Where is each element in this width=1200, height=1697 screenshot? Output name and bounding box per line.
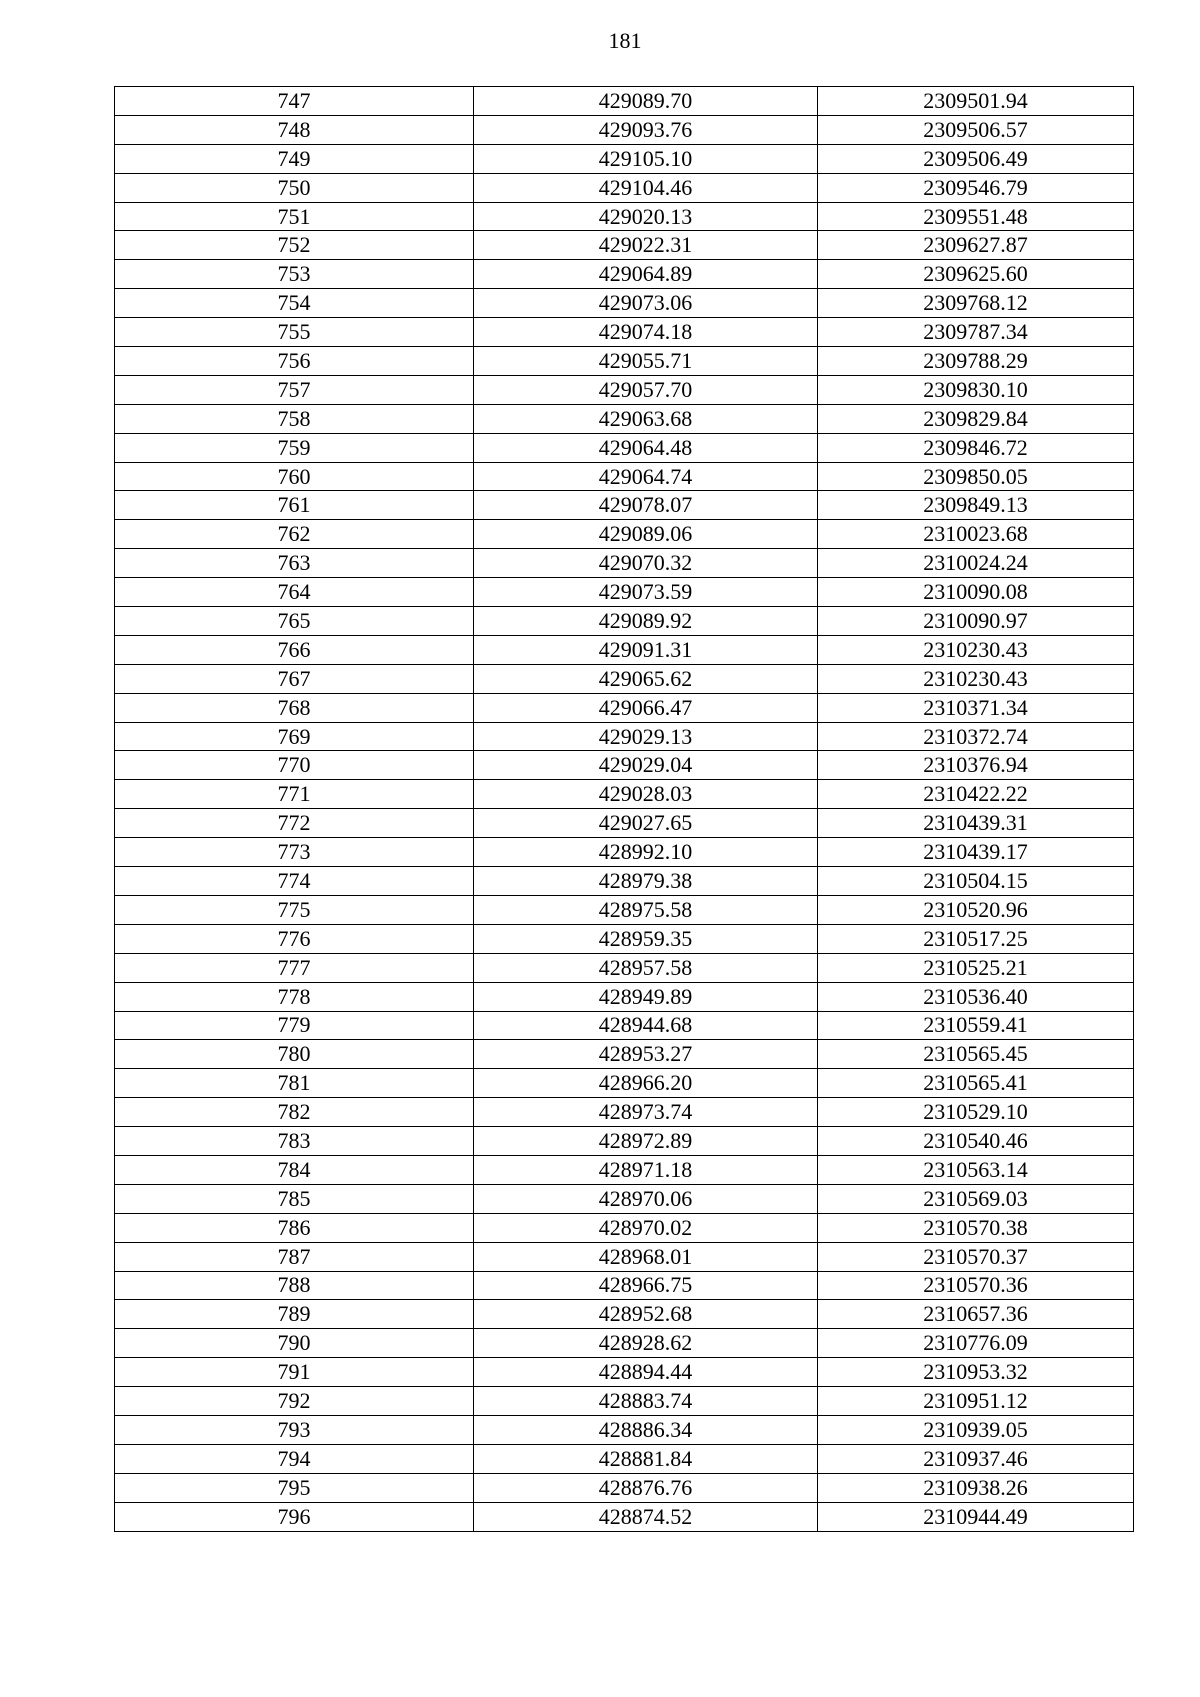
table-row: [115, 1213, 1134, 1242]
table-row: [115, 144, 1134, 173]
point-number-cell: 766: [115, 635, 474, 664]
y-coordinate-cell: 2310565.45: [818, 1040, 1134, 1069]
table-row: [115, 404, 1134, 433]
x-coordinate-cell: 428953.27: [474, 1040, 818, 1069]
point-number-cell: 784: [115, 1155, 474, 1184]
x-coordinate-cell: 428949.89: [474, 982, 818, 1011]
point-number-cell: 753: [115, 260, 474, 289]
point-number-cell: 755: [115, 318, 474, 347]
table-row: [115, 1473, 1134, 1502]
point-number-cell: 779: [115, 1011, 474, 1040]
point-number-cell: 761: [115, 491, 474, 520]
y-coordinate-cell: 2310569.03: [818, 1184, 1134, 1213]
point-number-cell: 783: [115, 1127, 474, 1156]
x-coordinate-cell: 428928.62: [474, 1329, 818, 1358]
y-coordinate-cell: 2309849.13: [818, 491, 1134, 520]
point-number-cell: 757: [115, 375, 474, 404]
table-row: [115, 1271, 1134, 1300]
table-row: [115, 809, 1134, 838]
table-row: [115, 1155, 1134, 1184]
point-number-cell: 790: [115, 1329, 474, 1358]
x-coordinate-cell: 429065.62: [474, 664, 818, 693]
y-coordinate-cell: 2310953.32: [818, 1358, 1134, 1387]
y-coordinate-cell: 2309830.10: [818, 375, 1134, 404]
table-row: [115, 1242, 1134, 1271]
table-row: [115, 867, 1134, 896]
point-number-cell: 760: [115, 462, 474, 491]
point-number-cell: 778: [115, 982, 474, 1011]
table-row: [115, 751, 1134, 780]
point-number-cell: 789: [115, 1300, 474, 1329]
table-row: [115, 982, 1134, 1011]
y-coordinate-cell: 2309627.87: [818, 231, 1134, 260]
y-coordinate-cell: 2310525.21: [818, 953, 1134, 982]
x-coordinate-cell: 428952.68: [474, 1300, 818, 1329]
x-coordinate-cell: 429105.10: [474, 144, 818, 173]
x-coordinate-cell: 428944.68: [474, 1011, 818, 1040]
x-coordinate-cell: 428966.75: [474, 1271, 818, 1300]
table-row: [115, 635, 1134, 664]
y-coordinate-cell: 2309788.29: [818, 347, 1134, 376]
point-number-cell: 747: [115, 87, 474, 116]
y-coordinate-cell: 2310371.34: [818, 693, 1134, 722]
table-row: [115, 693, 1134, 722]
point-number-cell: 780: [115, 1040, 474, 1069]
point-number-cell: 775: [115, 895, 474, 924]
point-number-cell: 793: [115, 1415, 474, 1444]
table-row: [115, 491, 1134, 520]
table-row: [115, 1387, 1134, 1416]
table-row: [115, 318, 1134, 347]
y-coordinate-cell: 2310372.74: [818, 722, 1134, 751]
point-number-cell: 777: [115, 953, 474, 982]
x-coordinate-cell: 429089.06: [474, 520, 818, 549]
x-coordinate-cell: 428876.76: [474, 1473, 818, 1502]
x-coordinate-cell: 429020.13: [474, 202, 818, 231]
y-coordinate-cell: 2310536.40: [818, 982, 1134, 1011]
table-row: [115, 173, 1134, 202]
y-coordinate-cell: 2309501.94: [818, 87, 1134, 116]
y-coordinate-cell: 2310230.43: [818, 664, 1134, 693]
y-coordinate-cell: 2310657.36: [818, 1300, 1134, 1329]
y-coordinate-cell: 2309787.34: [818, 318, 1134, 347]
x-coordinate-cell: 428968.01: [474, 1242, 818, 1271]
point-number-cell: 769: [115, 722, 474, 751]
x-coordinate-cell: 428874.52: [474, 1502, 818, 1531]
y-coordinate-cell: 2309850.05: [818, 462, 1134, 491]
y-coordinate-cell: 2309506.57: [818, 115, 1134, 144]
table-row: [115, 1300, 1134, 1329]
point-number-cell: 767: [115, 664, 474, 693]
table-row: [115, 607, 1134, 636]
point-number-cell: 787: [115, 1242, 474, 1271]
x-coordinate-cell: 428992.10: [474, 838, 818, 867]
point-number-cell: 762: [115, 520, 474, 549]
table-row: [115, 1358, 1134, 1387]
point-number-cell: 785: [115, 1184, 474, 1213]
x-coordinate-cell: 428957.58: [474, 953, 818, 982]
y-coordinate-cell: 2310563.14: [818, 1155, 1134, 1184]
x-coordinate-cell: 428959.35: [474, 924, 818, 953]
point-number-cell: 774: [115, 867, 474, 896]
table-row: [115, 578, 1134, 607]
table-row: [115, 433, 1134, 462]
point-number-cell: 795: [115, 1473, 474, 1502]
table-row: [115, 462, 1134, 491]
x-coordinate-cell: 428971.18: [474, 1155, 818, 1184]
point-number-cell: 758: [115, 404, 474, 433]
point-number-cell: 770: [115, 751, 474, 780]
x-coordinate-cell: 429073.06: [474, 289, 818, 318]
point-number-cell: 768: [115, 693, 474, 722]
x-coordinate-cell: 428975.58: [474, 895, 818, 924]
x-coordinate-cell: 429064.48: [474, 433, 818, 462]
point-number-cell: 764: [115, 578, 474, 607]
y-coordinate-cell: 2310504.15: [818, 867, 1134, 896]
point-number-cell: 751: [115, 202, 474, 231]
point-number-cell: 786: [115, 1213, 474, 1242]
table-row: [115, 953, 1134, 982]
x-coordinate-cell: 428894.44: [474, 1358, 818, 1387]
table-row: [115, 1127, 1134, 1156]
point-number-cell: 772: [115, 809, 474, 838]
x-coordinate-cell: 429064.74: [474, 462, 818, 491]
table-row: [115, 1069, 1134, 1098]
point-number-cell: 748: [115, 115, 474, 144]
x-coordinate-cell: 428966.20: [474, 1069, 818, 1098]
y-coordinate-cell: 2310376.94: [818, 751, 1134, 780]
y-coordinate-cell: 2310938.26: [818, 1473, 1134, 1502]
table-row: [115, 1098, 1134, 1127]
x-coordinate-cell: 428973.74: [474, 1098, 818, 1127]
x-coordinate-cell: 429057.70: [474, 375, 818, 404]
point-number-cell: 791: [115, 1358, 474, 1387]
x-coordinate-cell: 428886.34: [474, 1415, 818, 1444]
table-row: [115, 231, 1134, 260]
y-coordinate-cell: 2310520.96: [818, 895, 1134, 924]
table-row: [115, 1415, 1134, 1444]
table-row: [115, 895, 1134, 924]
y-coordinate-cell: 2310422.22: [818, 780, 1134, 809]
point-number-cell: 759: [115, 433, 474, 462]
point-number-cell: 773: [115, 838, 474, 867]
table-row: [115, 1184, 1134, 1213]
y-coordinate-cell: 2310023.68: [818, 520, 1134, 549]
coordinates-table: [114, 86, 1134, 1532]
point-number-cell: 765: [115, 607, 474, 636]
point-number-cell: 776: [115, 924, 474, 953]
x-coordinate-cell: 429066.47: [474, 693, 818, 722]
y-coordinate-cell: 2310090.08: [818, 578, 1134, 607]
table-row: [115, 1502, 1134, 1531]
x-coordinate-cell: 429074.18: [474, 318, 818, 347]
y-coordinate-cell: 2310439.31: [818, 809, 1134, 838]
table-row: [115, 1011, 1134, 1040]
table-row: [115, 1329, 1134, 1358]
x-coordinate-cell: 429064.89: [474, 260, 818, 289]
y-coordinate-cell: 2310230.43: [818, 635, 1134, 664]
y-coordinate-cell: 2310570.36: [818, 1271, 1134, 1300]
y-coordinate-cell: 2309846.72: [818, 433, 1134, 462]
x-coordinate-cell: 429070.32: [474, 549, 818, 578]
y-coordinate-cell: 2310439.17: [818, 838, 1134, 867]
y-coordinate-cell: 2310559.41: [818, 1011, 1134, 1040]
x-coordinate-cell: 428970.02: [474, 1213, 818, 1242]
point-number-cell: 752: [115, 231, 474, 260]
x-coordinate-cell: 428972.89: [474, 1127, 818, 1156]
y-coordinate-cell: 2310540.46: [818, 1127, 1134, 1156]
table-row: [115, 202, 1134, 231]
y-coordinate-cell: 2310951.12: [818, 1387, 1134, 1416]
point-number-cell: 781: [115, 1069, 474, 1098]
x-coordinate-cell: 429055.71: [474, 347, 818, 376]
page-number: 181: [608, 28, 642, 53]
table-row: [115, 375, 1134, 404]
x-coordinate-cell: 428979.38: [474, 867, 818, 896]
x-coordinate-cell: 429091.31: [474, 635, 818, 664]
table-row: [115, 347, 1134, 376]
point-number-cell: 771: [115, 780, 474, 809]
table-row: [115, 549, 1134, 578]
y-coordinate-cell: 2309551.48: [818, 202, 1134, 231]
table-row: [115, 87, 1134, 116]
x-coordinate-cell: 428883.74: [474, 1387, 818, 1416]
table-row: [115, 924, 1134, 953]
x-coordinate-cell: 429029.13: [474, 722, 818, 751]
y-coordinate-cell: 2310937.46: [818, 1444, 1134, 1473]
x-coordinate-cell: 429089.70: [474, 87, 818, 116]
x-coordinate-cell: 428881.84: [474, 1444, 818, 1473]
y-coordinate-cell: 2310570.37: [818, 1242, 1134, 1271]
y-coordinate-cell: 2309506.49: [818, 144, 1134, 173]
point-number-cell: 788: [115, 1271, 474, 1300]
point-number-cell: 749: [115, 144, 474, 173]
point-number-cell: 782: [115, 1098, 474, 1127]
table-row: [115, 260, 1134, 289]
x-coordinate-cell: 428970.06: [474, 1184, 818, 1213]
y-coordinate-cell: 2309768.12: [818, 289, 1134, 318]
x-coordinate-cell: 429073.59: [474, 578, 818, 607]
table-row: [115, 1444, 1134, 1473]
y-coordinate-cell: 2309829.84: [818, 404, 1134, 433]
x-coordinate-cell: 429028.03: [474, 780, 818, 809]
point-number-cell: 754: [115, 289, 474, 318]
x-coordinate-cell: 429027.65: [474, 809, 818, 838]
table-row: [115, 722, 1134, 751]
x-coordinate-cell: 429078.07: [474, 491, 818, 520]
x-coordinate-cell: 429029.04: [474, 751, 818, 780]
table-row: [115, 780, 1134, 809]
point-number-cell: 796: [115, 1502, 474, 1531]
table-row: [115, 520, 1134, 549]
table-row: [115, 838, 1134, 867]
table-row: [115, 1040, 1134, 1069]
y-coordinate-cell: 2310939.05: [818, 1415, 1134, 1444]
table-row: [115, 664, 1134, 693]
x-coordinate-cell: 429089.92: [474, 607, 818, 636]
x-coordinate-cell: 429104.46: [474, 173, 818, 202]
point-number-cell: 750: [115, 173, 474, 202]
point-number-cell: 763: [115, 549, 474, 578]
coordinates-table-body: [115, 87, 1134, 1532]
y-coordinate-cell: 2310565.41: [818, 1069, 1134, 1098]
table-row: [115, 289, 1134, 318]
point-number-cell: 794: [115, 1444, 474, 1473]
y-coordinate-cell: 2310570.38: [818, 1213, 1134, 1242]
y-coordinate-cell: 2310090.97: [818, 607, 1134, 636]
y-coordinate-cell: 2310776.09: [818, 1329, 1134, 1358]
y-coordinate-cell: 2310944.49: [818, 1502, 1134, 1531]
y-coordinate-cell: 2310529.10: [818, 1098, 1134, 1127]
x-coordinate-cell: 429063.68: [474, 404, 818, 433]
point-number-cell: 756: [115, 347, 474, 376]
y-coordinate-cell: 2310517.25: [818, 924, 1134, 953]
x-coordinate-cell: 429022.31: [474, 231, 818, 260]
y-coordinate-cell: 2310024.24: [818, 549, 1134, 578]
x-coordinate-cell: 429093.76: [474, 115, 818, 144]
table-row: [115, 115, 1134, 144]
y-coordinate-cell: 2309625.60: [818, 260, 1134, 289]
y-coordinate-cell: 2309546.79: [818, 173, 1134, 202]
point-number-cell: 792: [115, 1387, 474, 1416]
